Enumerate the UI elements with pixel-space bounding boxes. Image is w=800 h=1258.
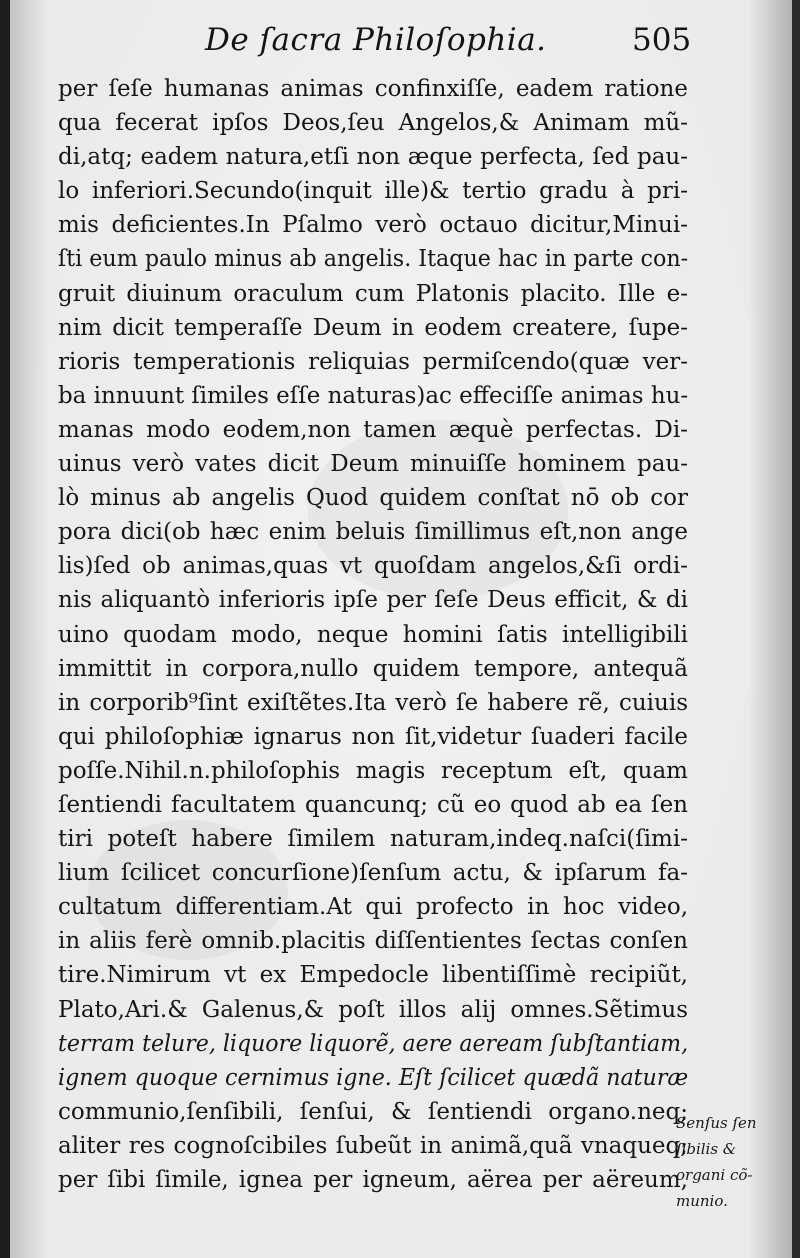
text-line: per ſeſe humanas animas confinxiſſe, eadem ratione <box>58 76 688 102</box>
text-line: uinus verò vates dicit Deum minuiſſe hominem pau- <box>58 451 688 478</box>
page-header <box>0 14 800 70</box>
text-line: di,atq; eadem natura,etſi non æque perfecta, ſed pau- <box>58 144 688 171</box>
text-line: nis aliquantò inferioris ipſe per ſeſe Deus efficit, & di <box>58 587 688 614</box>
text-line: lium ſcilicet concurſione)ſenſum actu, & ipſarum fa- <box>58 860 688 887</box>
text-line: lò minus ab angelis Quod quidem conſtat nō ob cor <box>58 485 688 512</box>
text-line: nim dicit temperaſſe Deum in eodem createre, ſupe- <box>58 314 688 341</box>
margin-note-line: munio. <box>676 1192 728 1210</box>
text-line: in aliis ferè omnib.placitis diſſentientes ſectas conſen <box>58 928 688 955</box>
text-line: qua fecerat ipſos Deos,ſeu Angelos,& Animam mũ- <box>58 110 688 137</box>
text-line: ignem quoque cernimus igne. Eſt ſcilicet quædã naturæ <box>58 1064 689 1091</box>
text-line: per ſibi ſimile, ignea per igneum, aërea per aëreum, <box>58 1167 688 1193</box>
text-line: terram telure, liquore liquorẽ, aere aeream ſubſtantiam, <box>58 1030 689 1057</box>
text-line: mis deficientes.In Pſalmo verò octauo dicitur,Minui- <box>58 212 688 239</box>
text-line: cultatum differentiam.At qui profecto in hoc video, <box>58 894 688 921</box>
text-line: manas modo eodem,non tamen æquè perfectas. Di- <box>58 416 688 443</box>
text-line: uino quodam modo, neque homini ſatis intelligibili <box>58 621 688 648</box>
text-line: rioris temperationis reliquias permiſcendo(quæ ver- <box>58 348 688 375</box>
text-line: tiri poteſt habere ſimilem naturam,indeq.naſci(ſimi- <box>58 826 688 853</box>
page-edge <box>792 0 800 1258</box>
text-line: aliter res cognoſcibiles ſubeũt in animã,quã vnaqueq; <box>58 1132 688 1159</box>
text-line: in corporib⁹ſint exiſtẽtes.Ita verò ſe habere rẽ, cuiuis <box>58 689 688 716</box>
running-title: De ſacra Philoſophia. <box>205 22 547 58</box>
text-line: lis)ſed ob animas,quas vt quoſdam angelos,&ſi ordi- <box>58 553 688 580</box>
text-line: gruit diuinum oraculum cum Platonis placito. Ille e- <box>58 280 688 307</box>
page-number: 505 <box>632 22 692 58</box>
text-line: tire.Nimirum vt ex Empedocle libentiſſimè recipiũt, <box>58 962 688 989</box>
margin-note-line: Senſus ſen <box>676 1114 757 1132</box>
text-line: poſſe.Nihil.n.philoſophis magis receptum eſt, quam <box>58 757 688 784</box>
text-line: qui philoſophiæ ignarus non ſit,videtur ſuaderi facile <box>58 723 688 750</box>
text-line: immittit in corpora,nullo quidem tempore, antequã <box>58 655 688 682</box>
text-line: pora dici(ob hæc enim beluis ſimillimus eſt,non ange <box>58 519 688 546</box>
text-line: lo inferiori.Secundo(inquit ille)& tertio gradu à pri- <box>58 178 688 205</box>
text-line: communio,ſenſibili, ſenſui, & ſentiendi organo.neq; <box>58 1098 688 1125</box>
margin-note-line: organi cõ- <box>676 1166 753 1184</box>
text-line: ba innuunt ſimiles eſſe naturas)ac effeciſſe animas hu- <box>58 382 689 409</box>
text-line: Plato,Ari.& Galenus,& poſt illos alij omnes.Sẽtimus <box>58 996 688 1023</box>
margin-note-line: ſibilis & <box>676 1140 737 1158</box>
body-text <box>58 72 688 1197</box>
margin-note <box>676 1110 776 1214</box>
page-gutter <box>0 0 10 1258</box>
text-line: ſentiendi facultatem quancunq; cũ eo quod ab ea ſen <box>58 791 688 818</box>
text-line: ſti eum paulo minus ab angelis. Itaque hac in parte con- <box>58 246 689 273</box>
